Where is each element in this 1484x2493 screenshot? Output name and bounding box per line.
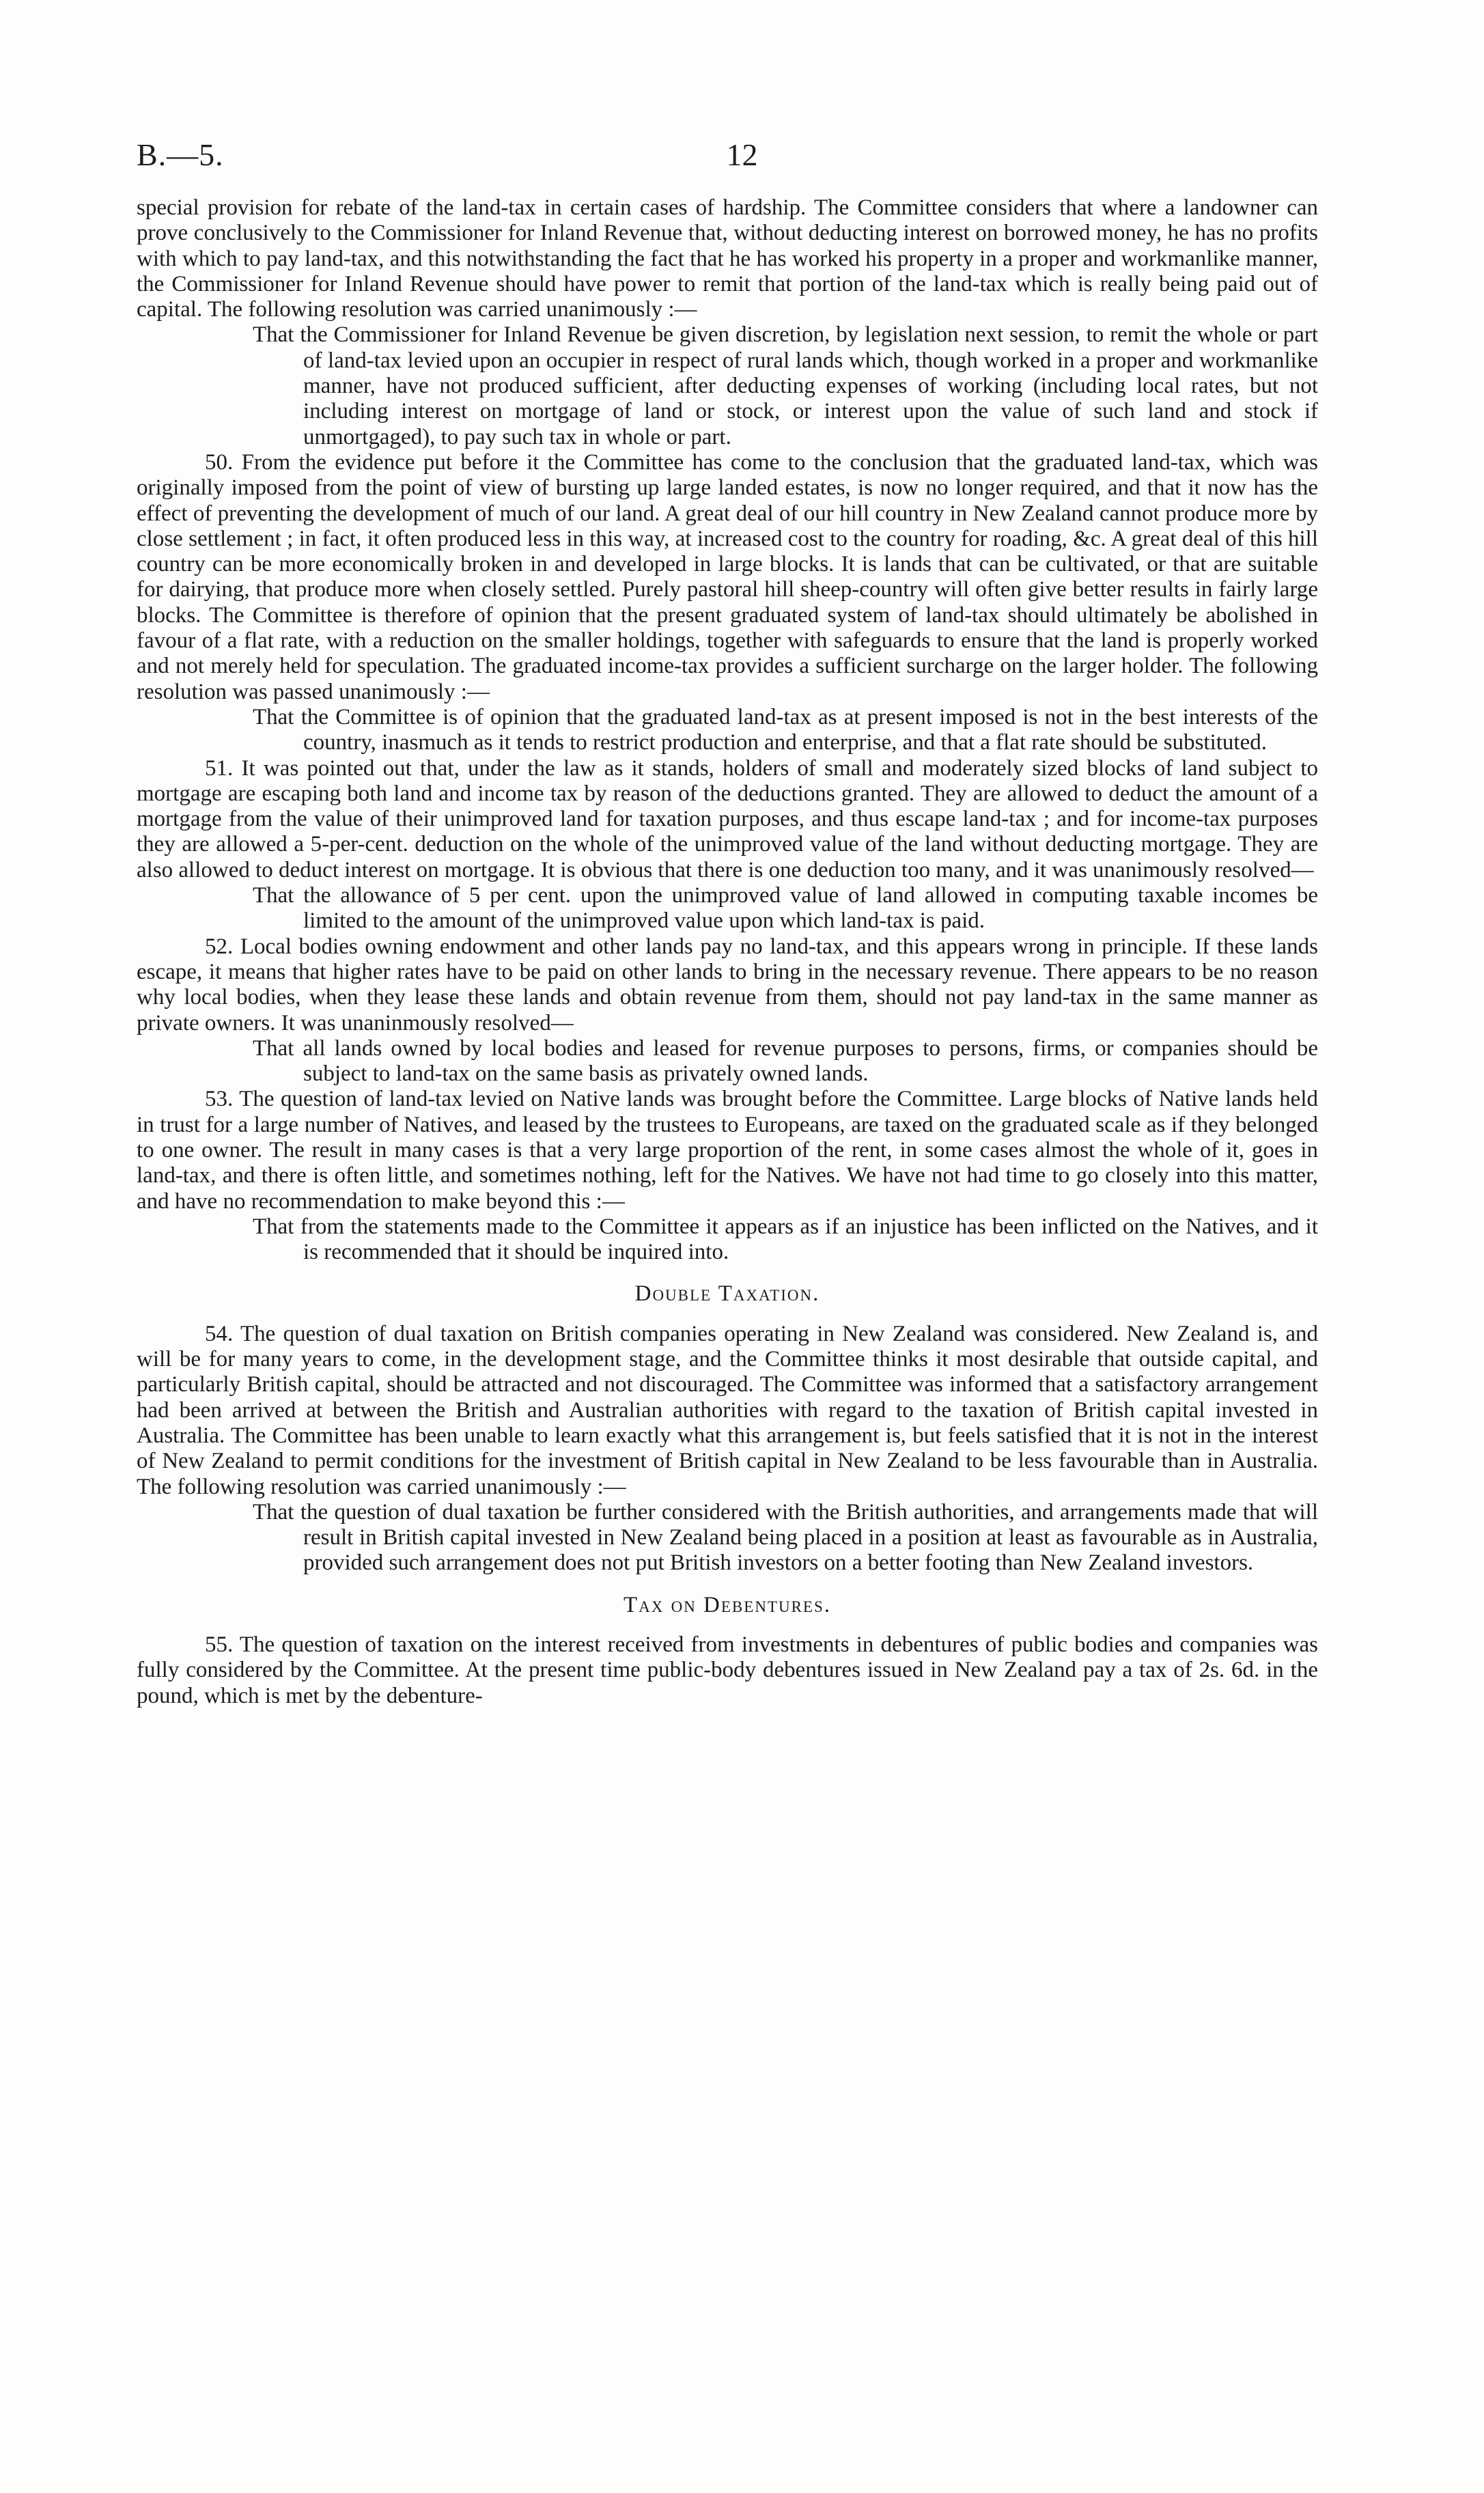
resolution-54: That the question of dual taxation be further considered with the British authorities, and arrangements made that will result in British capital invested in New Zealand being placed in a position at least as favourable as in Australia, provided such arrangement does not put British investors on a better footing than New Zealand investors. xyxy=(253,1499,1318,1576)
section-heading-double-taxation: Double Taxation. xyxy=(634,1281,820,1307)
paragraph-51: 51. It was pointed out that, under the law as it stands, holders of small and moderately sized blocks of land subject to mortgage are escaping both land and income tax by reason of the deductions granted. They are allowed to deduct the amount of a mortgage from the value of their unimproved land for taxation purposes, and thus escape land-tax ; and for income-tax purposes they are allowed a 5-per-cent. deduction on the whole of the unimproved value of the land without deducting mortgage. They are also allowed to deduct interest on mortgage. It is obvious that there is one deduction too many, and it was unanimously resolved— xyxy=(137,755,1318,882)
document-reference: B.—5. xyxy=(137,137,224,172)
resolution-50: That the Committee is of opinion that the graduated land-tax as at present imposed is not in the best interests of the country, inasmuch as it tends to restrict production and enterprise, and that a flat rate should be substituted. xyxy=(253,704,1318,755)
paragraph-53: 53. The question of land-tax levied on Native lands was brought before the Committee. Large blocks of Native lands held in trust for a large number of Natives, and leased by the trustees to Europeans, are taxed on the graduated scale as if they belonged to one owner. The result in many cases is that a very large proportion of the rent, in some cases almost the whole of it, goes in land-tax, and there is often little, and sometimes nothing, left for the Natives. We have not had time to go closely into this matter, and have no recommendation to make beyond this :— xyxy=(137,1087,1318,1214)
resolution-52: That all lands owned by local bodies and leased for revenue purposes to persons, firms, or companies should be subject to land-tax on the same basis as privately owned lands. xyxy=(253,1035,1318,1087)
paragraph-50: 50. From the evidence put before it the Committee has come to the conclusion that the graduated land-tax, which was originally imposed from the point of view of bursting up large landed estates, is now no longer required, and that it now has the effect of preventing the development of much of our land. A great deal of our hill country in New Zealand cannot produce more by close settlement ; in fact, it often produced less in this way, at increased cost to the country for roading, &c. A great deal of this hill country can be more economically broken in and developed in large blocks. It is lands that can be cultivated, or that are suitable for dairying, that produce more when closely settled. Purely pastoral hill sheep-country will often give better results in fairly large blocks. The Committee is therefore of opinion that the present graduated system of land-tax should ultimately be abolished in favour of a flat rate, with a reduction on the smaller holdings, together with safeguards to ensure that the land is properly worked and not merely held for speculation. The graduated income-tax provides a sufficient surcharge on the larger holder. The following resolution was passed unanimously :— xyxy=(137,449,1318,704)
document-body xyxy=(137,195,1318,1709)
paragraph-49-continued: special provision for rebate of the land-tax in certain cases of hardship. The Committee considers that where a landowner can prove conclusively to the Commissioner for Inland Revenue that, without deducting interest on borrowed money, he has no profits with which to pay land-tax, and this notwithstanding the fact that he has worked his property in a proper and workmanlike manner, the Commissioner for Inland Revenue should have power to remit that portion of the land-tax which is really being paid out of capital. The following resolution was carried unanimously :— xyxy=(137,195,1318,322)
paragraph-52: 52. Local bodies owning endowment and other lands pay no land-tax, and this appears wrong in principle. If these lands escape, it means that higher rates have to be paid on other lands to bring in the necessary revenue. There appears to be no reason why local bodies, when they lease these lands and obtain revenue from them, should not pay land-tax in the same manner as private owners. It was unaninmously resolved— xyxy=(137,934,1318,1035)
resolution-53: That from the statements made to the Committee it appears as if an injustice has been inflicted on the Natives, and it is recommended that it should be inquired into. xyxy=(253,1214,1318,1265)
page-header xyxy=(137,137,1347,178)
section-heading-tax-on-debentures: Tax on Debentures. xyxy=(623,1592,832,1617)
paragraph-55: 55. The question of taxation on the interest received from investments in debentures of public bodies and companies was fully considered by the Committee. At the present time public-body debentures issued in New Zealand pay a tax of 2s. 6d. in the pound, which is met by the debenture- xyxy=(137,1632,1318,1708)
paragraph-54: 54. The question of dual taxation on British companies operating in New Zealand was considered. New Zealand is, and will be for many years to come, in the development stage, and the Committee thinks it most desirable that outside capital, and particularly British capital, should be attracted and not discouraged. The Committee was informed that a satisfactory arrangement had been arrived at between the British and Australian authorities with regard to the taxation of British capital invested in Australia. The Committee has been unable to learn exactly what this arrangement is, but feels satisfied that it is not in the interest of New Zealand to permit conditions for the investment of British capital in New Zealand to be less favourable than in Australia. The following resolution was carried unanimously :— xyxy=(137,1321,1318,1499)
resolution-51: That the allowance of 5 per cent. upon the unimproved value of land allowed in computing taxable incomes be limited to the amount of the unimproved value upon which land-tax is paid. xyxy=(253,883,1318,934)
page-number: 12 xyxy=(726,137,758,172)
resolution-49: That the Commissioner for Inland Revenue be given discretion, by legislation next session, to remit the whole or part of land-tax levied upon an occupier in respect of rural lands which, though worked in a proper and workmanlike manner, have not produced sufficient, after deducting expenses of working (including local rates, but not including interest on mortgage of land or stock, or interest upon the value of such land and stock if unmortgaged), to pay such tax in whole or part. xyxy=(253,322,1318,449)
